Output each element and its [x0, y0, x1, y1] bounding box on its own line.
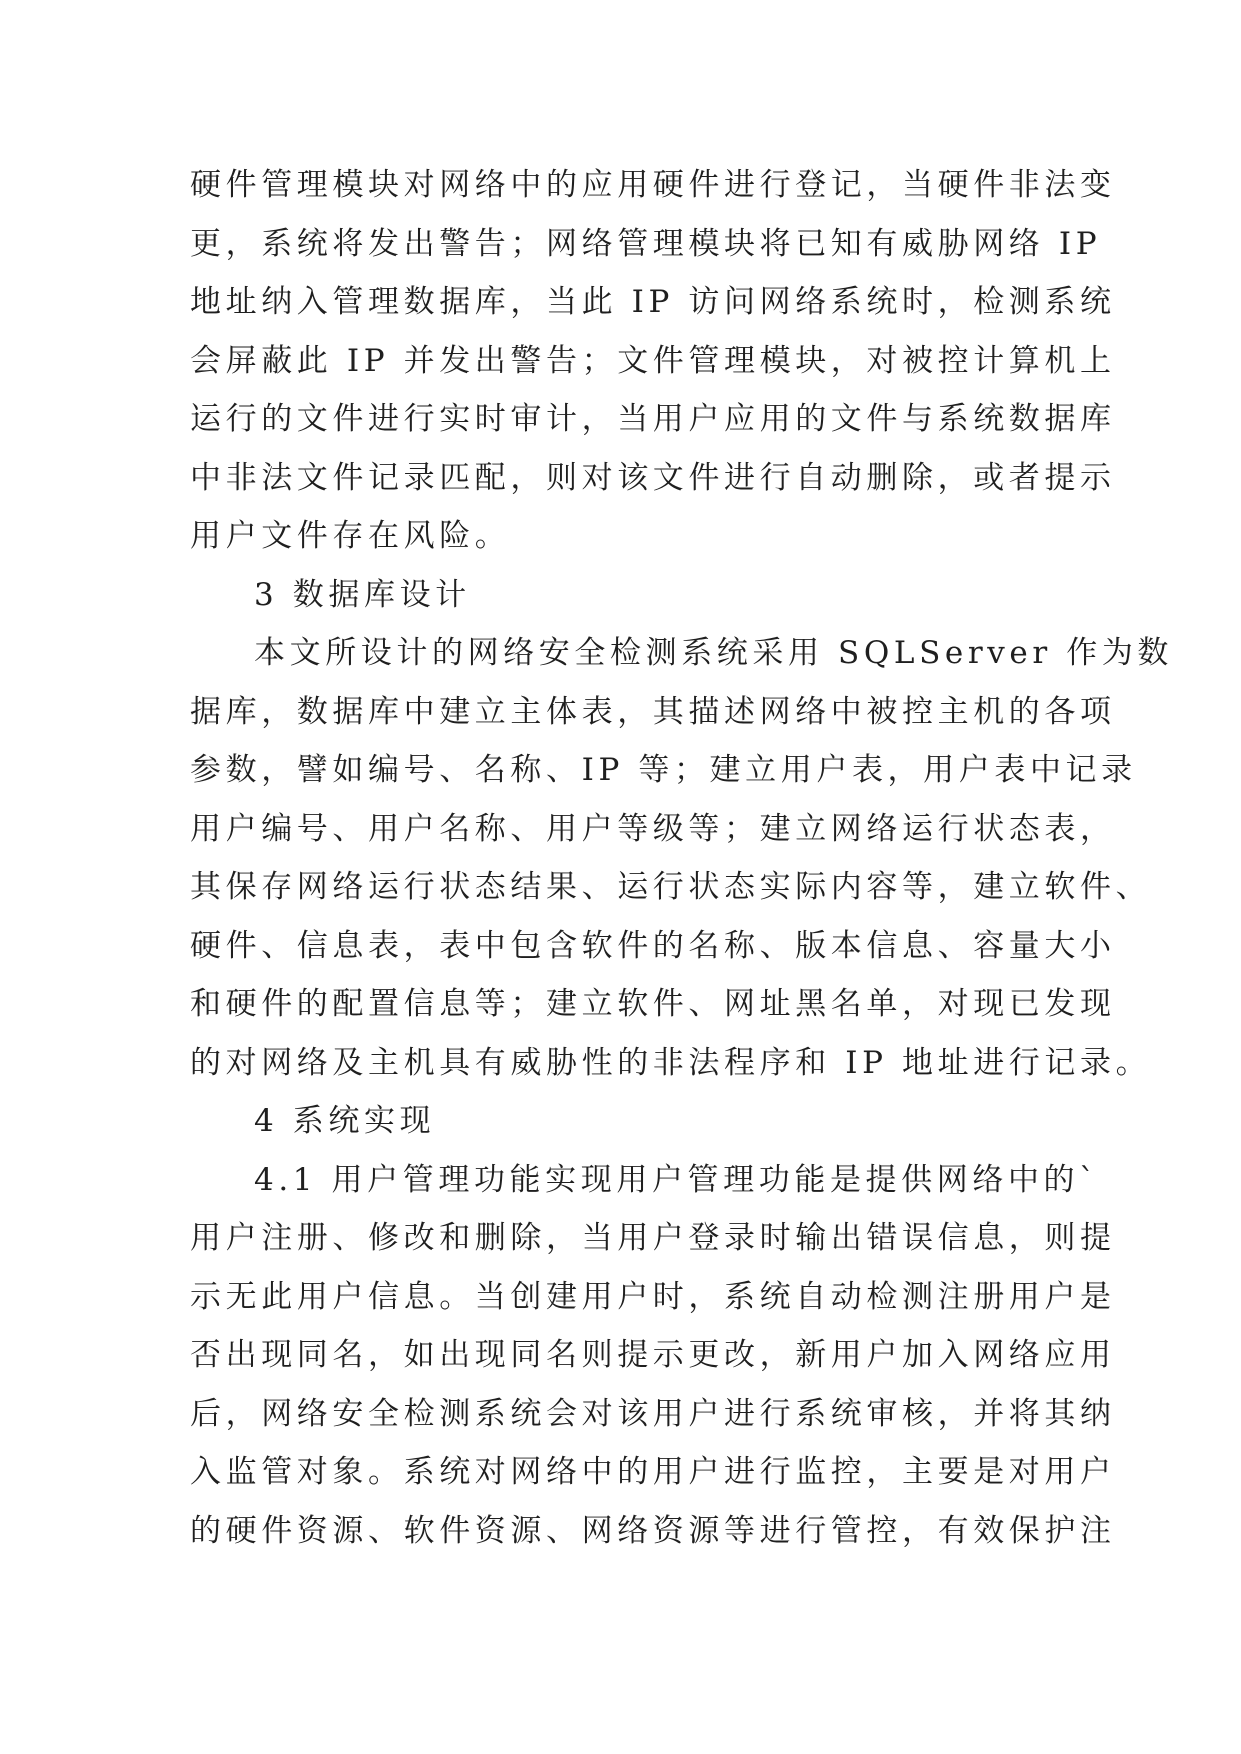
text-line: 否出现同名，如出现同名则提示更改，新用户加入网络应用: [190, 1337, 1116, 1373]
text-line: 更，系统将发出警告；网络管理模块将已知有威胁网络 IP: [190, 225, 1102, 262]
text-line: 入监管对象。系统对网络中的用户进行监控，主要是对用户: [190, 1454, 1116, 1490]
text-line: 其保存网络运行状态结果、运行状态实际内容等，建立软件、: [190, 869, 1152, 905]
section-heading-system-implementation: 4 系统实现: [254, 1103, 436, 1139]
text-line: 用户注册、修改和删除，当用户登录时输出错误信息，则提: [190, 1220, 1116, 1256]
text-line: 和硬件的配置信息等；建立软件、网址黑名单，对现已发现: [190, 986, 1116, 1022]
text-line: 的对网络及主机具有威胁性的非法程序和 IP 地址进行记录。: [190, 1044, 1152, 1081]
text-line: 本文所设计的网络安全检测系统采用 SQLServer 作为数: [254, 635, 1174, 671]
text-line: 中非法文件记录匹配，则对该文件进行自动删除，或者提示: [190, 459, 1116, 496]
text-line: 地址纳入管理数据库，当此 IP 访问网络系统时，检测系统: [190, 284, 1116, 320]
section-heading-database-design: 3 数据库设计: [254, 576, 471, 613]
text-line: 的硬件资源、软件资源、网络资源等进行管控，有效保护注: [190, 1512, 1116, 1549]
text-line: 运行的文件进行实时审计，当用户应用的文件与系统数据库: [190, 401, 1116, 437]
text-line: 后，网络安全检测系统会对该用户进行系统审核，并将其纳: [190, 1395, 1116, 1432]
text-line: 4.1 用户管理功能实现用户管理功能是提供网络中的`: [254, 1161, 1100, 1198]
text-line: 据库，数据库中建立主体表，其描述网络中被控主机的各项: [190, 693, 1116, 730]
text-line: 用户编号、用户名称、用户等级等；建立网络运行状态表，: [190, 810, 1116, 847]
text-line: 硬件管理模块对网络中的应用硬件进行登记，当硬件非法变: [190, 167, 1116, 203]
text-line: 参数，譬如编号、名称、IP 等；建立用户表，用户表中记录: [190, 752, 1137, 788]
text-line: 硬件、信息表，表中包含软件的名称、版本信息、容量大小: [190, 927, 1116, 964]
text-line: 会屏蔽此 IP 并发出警告；文件管理模块，对被控计算机上: [190, 342, 1116, 379]
text-line: 用户文件存在风险。: [190, 518, 511, 554]
text-line: 示无此用户信息。当创建用户时，系统自动检测注册用户是: [190, 1278, 1116, 1315]
document-body: [190, 156, 1174, 1560]
